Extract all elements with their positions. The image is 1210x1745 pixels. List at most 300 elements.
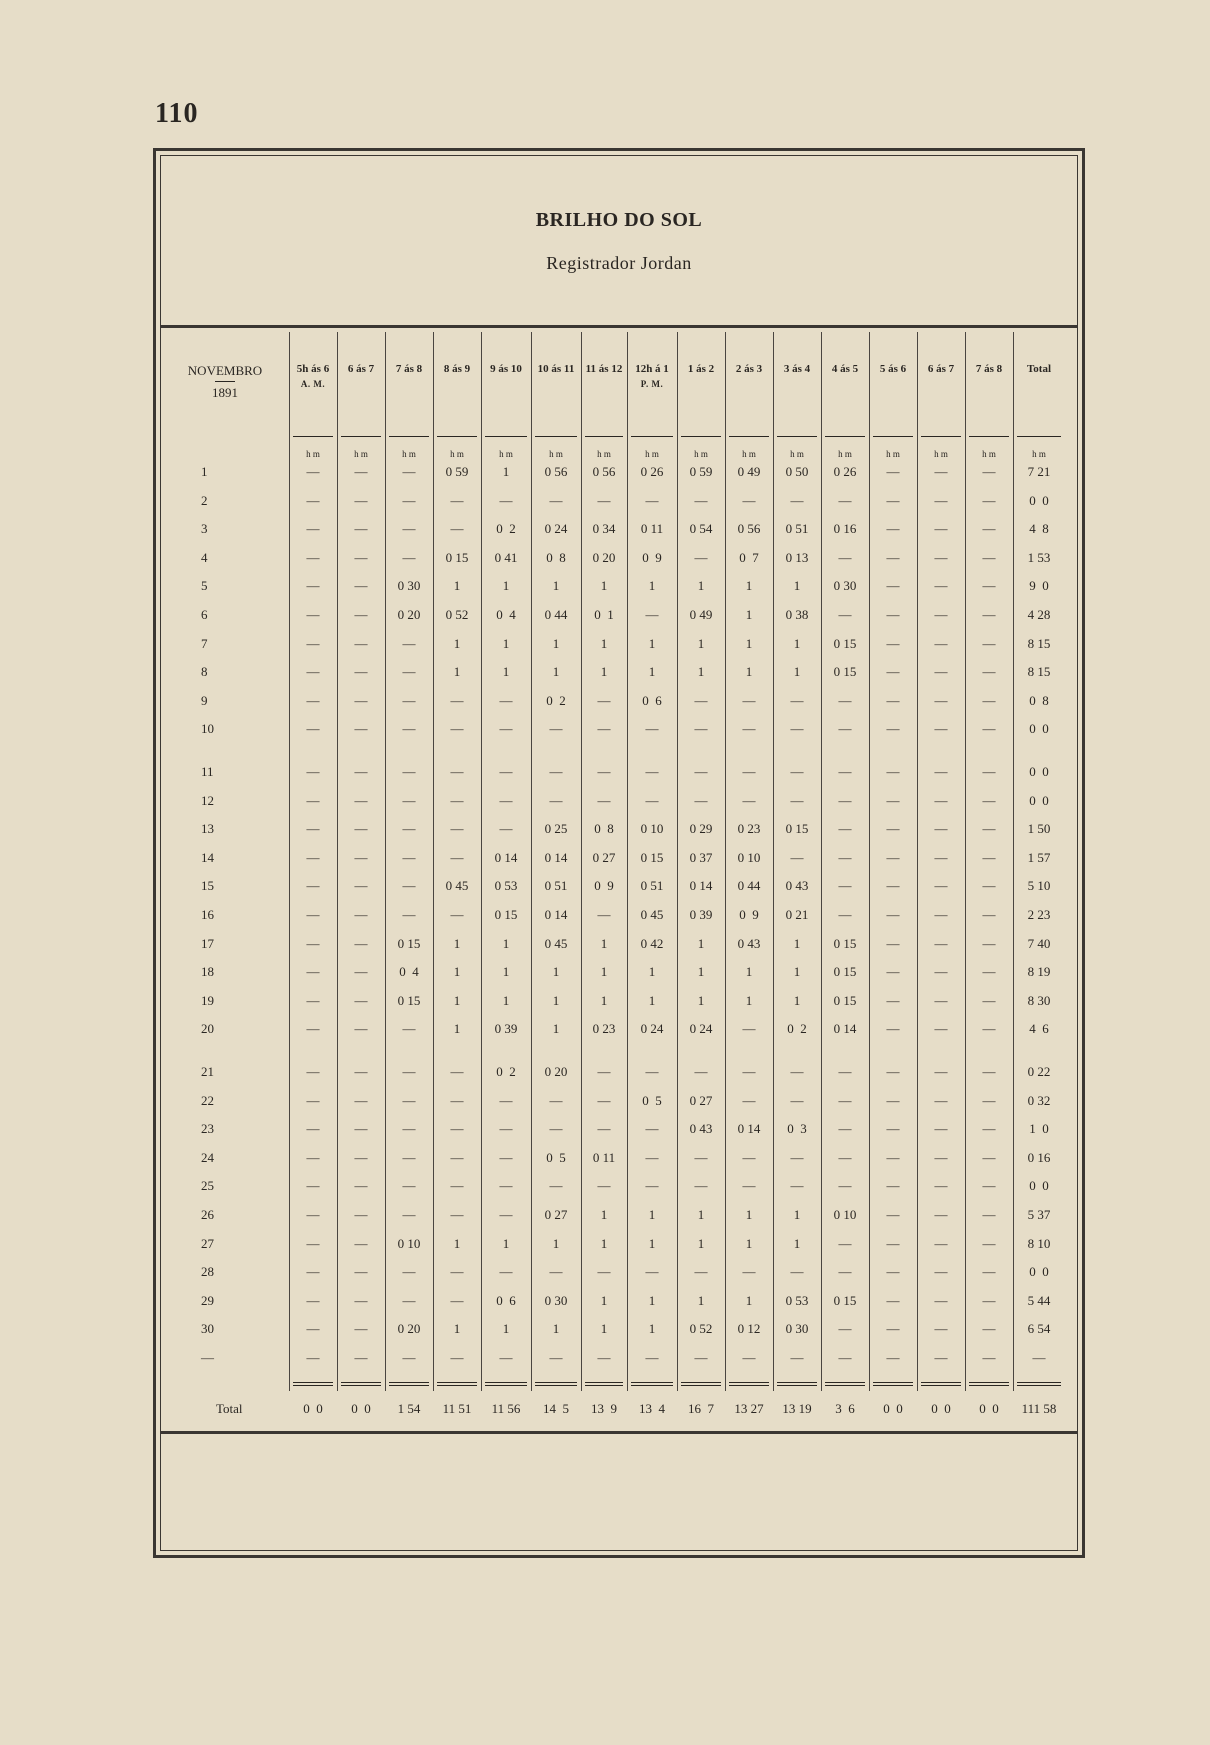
table-cell: 0 2: [496, 521, 516, 537]
table-cell: —: [597, 492, 611, 508]
table-cell: 4 6: [1029, 1021, 1049, 1037]
table-cell: —: [402, 664, 416, 680]
table-cell: —: [306, 692, 320, 708]
table-cell: —: [499, 492, 513, 508]
table-cell: 0 23: [592, 1021, 616, 1037]
table-cell: —: [549, 1092, 563, 1108]
table-cell: 1: [502, 992, 510, 1008]
table-cell: 0 13: [785, 549, 809, 565]
table-cell: —: [838, 764, 852, 779]
table-cell: 1: [648, 664, 656, 680]
table-cell: —: [838, 692, 852, 708]
table-cell: —: [354, 1292, 368, 1308]
table-cell: —: [694, 1178, 708, 1194]
page-subtitle: Registrador Jordan: [546, 253, 692, 273]
day-label: 15: [201, 878, 214, 894]
total-cell: 0 0: [931, 1401, 951, 1416]
table-cell: 1: [697, 1292, 705, 1308]
page-number: 110: [155, 98, 199, 129]
table-cell: —: [838, 492, 852, 508]
table-cell: 1: [793, 992, 801, 1008]
table-row: [161, 849, 1079, 867]
table-cell: —: [886, 1021, 900, 1037]
table-cell: —: [354, 907, 368, 922]
table-cell: 1: [453, 1235, 461, 1251]
table-cell: —: [354, 992, 368, 1008]
table-cell: —: [354, 578, 368, 594]
table-cell: —: [742, 692, 756, 708]
total-rule: [825, 1385, 865, 1386]
header-underline: [1017, 436, 1061, 437]
day-label: 11: [201, 764, 214, 779]
table-cell: —: [790, 692, 804, 708]
table-cell: —: [790, 1264, 804, 1280]
total-rule: [1017, 1385, 1061, 1386]
table-cell: —: [354, 1350, 368, 1365]
unit-label: h m: [450, 449, 464, 459]
column-header: [725, 362, 773, 377]
table-cell: —: [886, 464, 900, 479]
table-cell: 0 37: [689, 849, 713, 865]
table-cell: 1: [600, 1292, 608, 1308]
table-cell: 0 14: [833, 1021, 857, 1037]
table-cell: —: [886, 1064, 900, 1079]
total-rule: [341, 1382, 381, 1383]
table-cell: 0 34: [592, 521, 616, 537]
table-cell: 1: [793, 635, 801, 651]
table-row: [161, 935, 1079, 953]
table-cell: —: [306, 1321, 320, 1337]
column-header-label: 11 ás 12: [585, 363, 623, 375]
table-cell: —: [742, 764, 756, 779]
table-row: [161, 1349, 1079, 1367]
table-cell: 0 43: [689, 1121, 713, 1137]
table-cell: 0 14: [494, 849, 518, 865]
table-cell: —: [838, 607, 852, 622]
table-cell: 0 0: [1029, 492, 1049, 508]
table-cell: —: [934, 1064, 948, 1079]
table-cell: —: [886, 607, 900, 622]
table-row: [161, 1063, 1079, 1081]
table-cell: —: [886, 492, 900, 508]
table-cell: —: [306, 1064, 320, 1079]
table-cell: 1: [745, 1292, 753, 1308]
table-cell: —: [306, 1235, 320, 1251]
table-cell: —: [306, 1264, 320, 1280]
month-name: NOVEMBRO: [187, 363, 263, 378]
table-cell: 0 44: [737, 878, 761, 894]
table-cell: 0 20: [397, 1321, 421, 1337]
table-cell: 8 19: [1027, 964, 1051, 980]
table-cell: 0 30: [397, 578, 421, 594]
total-cell: 13 19: [782, 1401, 812, 1416]
table-cell: —: [838, 1178, 852, 1194]
day-label: 18: [201, 964, 214, 980]
total-rule: [681, 1385, 721, 1386]
table-cell: —: [450, 1350, 464, 1365]
table-cell: —: [886, 721, 900, 737]
table-cell: —: [982, 821, 996, 837]
table-cell: 1: [502, 464, 510, 479]
column-header: [531, 362, 581, 377]
table-cell: —: [450, 907, 464, 922]
table-cell: —: [742, 1021, 756, 1037]
table-cell: —: [499, 1121, 513, 1137]
table-cell: 0 52: [689, 1321, 713, 1337]
table-cell: 1: [600, 992, 608, 1008]
table-row: [161, 792, 1079, 810]
table-frame: [153, 148, 1085, 1558]
table-cell: —: [354, 664, 368, 680]
table-cell: 0 20: [397, 607, 421, 622]
table-cell: 1: [502, 964, 510, 980]
table-cell: —: [982, 992, 996, 1008]
table-cell: 0 0: [1029, 1264, 1049, 1280]
table-cell: —: [790, 849, 804, 865]
table-row: [161, 549, 1079, 567]
column-header-label: 1 ás 2: [687, 363, 715, 375]
column-header-label: 7 ás 8: [395, 363, 423, 375]
table-row: [161, 663, 1079, 681]
table-cell: —: [306, 1292, 320, 1308]
table-cell: —: [694, 1064, 708, 1079]
table-cell: —: [306, 821, 320, 837]
total-label: Total: [216, 1401, 243, 1416]
table-cell: —: [982, 664, 996, 680]
month-divider: [215, 381, 235, 382]
table-cell: 1: [648, 992, 656, 1008]
table-cell: 0 20: [544, 1064, 568, 1079]
day-label: 7: [201, 635, 208, 651]
day-label: 19: [201, 992, 214, 1008]
table-cell: —: [934, 1149, 948, 1165]
table-row: [161, 692, 1079, 710]
table-cell: 1: [793, 664, 801, 680]
total-rule: [631, 1385, 673, 1386]
table-cell: —: [934, 492, 948, 508]
table-cell: —: [934, 935, 948, 951]
table-row: [161, 963, 1079, 981]
day-label: 25: [201, 1178, 214, 1194]
table-cell: 0 32: [1027, 1092, 1051, 1108]
table-cell: —: [450, 1149, 464, 1165]
table-cell: —: [934, 792, 948, 808]
table-cell: —: [306, 764, 320, 779]
unit-label: h m: [934, 449, 948, 459]
column-header-period: A. M.: [300, 379, 326, 389]
column-header: [1013, 362, 1065, 377]
table-cell: 0 14: [689, 878, 713, 894]
table-cell: —: [499, 1149, 513, 1165]
day-label: 26: [201, 1207, 214, 1222]
table-cell: —: [934, 907, 948, 922]
table-cell: —: [934, 607, 948, 622]
table-row: [161, 1320, 1079, 1338]
table-cell: —: [499, 721, 513, 737]
table-cell: 1: [648, 1207, 656, 1222]
table-cell: —: [499, 1350, 513, 1365]
day-label: 27: [201, 1235, 214, 1251]
table-cell: —: [450, 849, 464, 865]
table-row: [161, 492, 1079, 510]
table-cell: —: [742, 1092, 756, 1108]
table-cell: 0 26: [833, 464, 857, 479]
table-cell: —: [499, 792, 513, 808]
total-cell: 14 5: [543, 1401, 569, 1416]
table-cell: 0 38: [785, 607, 809, 622]
table-cell: —: [934, 992, 948, 1008]
table-cell: 1: [648, 578, 656, 594]
table-cell: 0 30: [544, 1292, 568, 1308]
table-cell: —: [982, 1292, 996, 1308]
table-cell: —: [499, 1207, 513, 1222]
table-cell: —: [354, 721, 368, 737]
table-row: [161, 1120, 1079, 1138]
table-cell: —: [450, 1292, 464, 1308]
total-cell: 13 4: [639, 1401, 665, 1416]
table-cell: —: [354, 821, 368, 837]
table-cell: 8 30: [1027, 992, 1051, 1008]
table-cell: —: [306, 521, 320, 537]
header-underline: [585, 436, 623, 437]
table-cell: 0 39: [494, 1021, 518, 1037]
table-cell: —: [450, 821, 464, 837]
table-cell: 1: [745, 964, 753, 980]
table-cell: —: [934, 821, 948, 837]
day-label: 22: [201, 1092, 214, 1108]
table-cell: 0 0: [1029, 792, 1049, 808]
day-label: 17: [201, 935, 214, 951]
table-cell: —: [450, 1092, 464, 1108]
table-cell: —: [934, 878, 948, 894]
table-cell: —: [694, 492, 708, 508]
day-label: 5: [201, 578, 208, 594]
table-cell: —: [982, 935, 996, 951]
table-cell: 1 0: [1029, 1121, 1049, 1137]
unit-label: h m: [549, 449, 563, 459]
table-cell: —: [886, 1121, 900, 1137]
table-cell: —: [982, 464, 996, 479]
header-underline: [341, 436, 381, 437]
day-label: 10: [201, 721, 214, 737]
table-cell: —: [645, 1149, 659, 1165]
table-cell: —: [354, 1264, 368, 1280]
table-cell: 0 15: [785, 821, 809, 837]
table-cell: —: [450, 1064, 464, 1079]
table-cell: 0 53: [494, 878, 518, 894]
table-cell: —: [742, 792, 756, 808]
header-underline: [729, 436, 769, 437]
table-cell: —: [306, 1149, 320, 1165]
table-cell: —: [354, 764, 368, 779]
table-cell: —: [790, 1092, 804, 1108]
table-cell: —: [645, 1064, 659, 1079]
table-cell: —: [934, 1207, 948, 1222]
table-cell: 7 40: [1027, 935, 1051, 951]
table-cell: 0 52: [445, 607, 469, 622]
table-cell: —: [838, 1321, 852, 1337]
table-cell: 0 8: [1029, 692, 1049, 708]
table-cell: —: [742, 1264, 756, 1280]
table-cell: —: [694, 1350, 708, 1365]
table-cell: 1: [793, 964, 801, 980]
table-cell: —: [450, 792, 464, 808]
table-cell: 1: [552, 964, 560, 980]
total-rule: [777, 1382, 817, 1383]
table-cell: —: [645, 1264, 659, 1280]
table-cell: 1 53: [1027, 549, 1051, 565]
day-label: 8: [201, 664, 208, 680]
table-cell: —: [306, 721, 320, 737]
table-cell: —: [450, 764, 464, 779]
table-row: [161, 1092, 1079, 1110]
table-cell: 1: [697, 664, 705, 680]
table-cell: —: [886, 1235, 900, 1251]
table-cell: —: [1032, 1350, 1046, 1365]
table-cell: —: [694, 1264, 708, 1280]
table-cell: —: [306, 964, 320, 980]
table-cell: —: [982, 1121, 996, 1137]
table-cell: 1: [552, 664, 560, 680]
table-cell: —: [838, 878, 852, 894]
table-cell: —: [886, 1207, 900, 1222]
unit-label: h m: [645, 449, 659, 459]
table-cell: —: [354, 964, 368, 980]
table-cell: 0 39: [689, 907, 713, 922]
table-cell: 0 59: [689, 464, 713, 479]
table-cell: 0 0: [1029, 721, 1049, 737]
table-cell: —: [549, 764, 563, 779]
table-cell: —: [597, 721, 611, 737]
table-cell: 5 44: [1027, 1292, 1051, 1308]
table-cell: —: [886, 1292, 900, 1308]
column-header: [581, 362, 627, 377]
table-cell: —: [838, 821, 852, 837]
table-row: [161, 635, 1079, 653]
unit-label: h m: [694, 449, 708, 459]
header-underline: [921, 436, 961, 437]
table-cell: —: [982, 635, 996, 651]
table-cell: 0 56: [544, 464, 568, 479]
column-header-label: 5h ás 6: [296, 363, 330, 375]
header-underline: [873, 436, 913, 437]
table-cell: 6 54: [1027, 1321, 1051, 1337]
table-cell: —: [886, 1350, 900, 1365]
table-cell: 1: [453, 992, 461, 1008]
table-cell: 1: [600, 1207, 608, 1222]
table-row: [161, 1020, 1079, 1038]
table-cell: —: [306, 1021, 320, 1037]
unit-label: h m: [886, 449, 900, 459]
total-row: [161, 1400, 1079, 1418]
total-cell: 13 27: [734, 1401, 764, 1416]
table-cell: —: [402, 878, 416, 894]
table-cell: 0 43: [737, 935, 761, 951]
table-cell: —: [886, 1321, 900, 1337]
table-cell: —: [645, 764, 659, 779]
table-cell: 0 0: [1029, 764, 1049, 779]
table-row: [161, 720, 1079, 738]
header-underline: [485, 436, 527, 437]
table-cell: 1: [648, 1292, 656, 1308]
table-cell: —: [645, 607, 659, 622]
total-rule: [1017, 1382, 1061, 1383]
table-cell: —: [354, 935, 368, 951]
table-cell: —: [354, 1092, 368, 1108]
table-cell: 7 21: [1027, 464, 1051, 479]
table-cell: —: [549, 1350, 563, 1365]
total-rule: [825, 1382, 865, 1383]
table-cell: —: [886, 964, 900, 980]
day-label: —: [201, 1350, 214, 1365]
table-cell: —: [306, 664, 320, 680]
table-cell: —: [790, 721, 804, 737]
table-cell: —: [886, 935, 900, 951]
table-cell: —: [838, 1264, 852, 1280]
table-cell: —: [354, 1021, 368, 1037]
table-cell: —: [694, 721, 708, 737]
table-cell: —: [306, 492, 320, 508]
table-cell: 0 43: [785, 878, 809, 894]
table-cell: —: [982, 1149, 996, 1165]
table-cell: —: [499, 821, 513, 837]
column-header: [385, 362, 433, 377]
table-cell: —: [402, 1064, 416, 1079]
unit-label: h m: [402, 449, 416, 459]
table-cell: 0 21: [785, 907, 809, 922]
table-cell: 0 44: [544, 607, 568, 622]
table-cell: —: [450, 721, 464, 737]
table-cell: 0 10: [640, 821, 664, 837]
total-cell: 3 6: [835, 1401, 855, 1416]
table-cell: —: [354, 521, 368, 537]
table-cell: —: [934, 578, 948, 594]
table-cell: —: [402, 1092, 416, 1108]
table-cell: —: [402, 764, 416, 779]
table-cell: 1: [552, 992, 560, 1008]
table-cell: 1: [600, 964, 608, 980]
table-cell: —: [597, 907, 611, 922]
total-rule: [485, 1385, 527, 1386]
table-cell: —: [402, 1292, 416, 1308]
table-cell: —: [354, 1149, 368, 1165]
total-cell: 11 56: [491, 1401, 521, 1416]
table-cell: —: [838, 1149, 852, 1165]
total-rule: [921, 1385, 961, 1386]
table-cell: 0 10: [737, 849, 761, 865]
column-header: [869, 362, 917, 377]
table-cell: 0 15: [833, 664, 857, 680]
table-cell: 1: [745, 664, 753, 680]
table-cell: —: [934, 721, 948, 737]
table-cell: 1: [648, 1235, 656, 1251]
table-cell: 1: [453, 964, 461, 980]
column-header: [917, 362, 965, 377]
table-cell: —: [790, 1178, 804, 1194]
table-cell: 0 30: [833, 578, 857, 594]
table-cell: —: [306, 849, 320, 865]
table-cell: 0 20: [592, 549, 616, 565]
table-cell: —: [450, 521, 464, 537]
month-year: 1891: [212, 385, 238, 400]
table-cell: 0 45: [445, 878, 469, 894]
table-cell: 0 41: [494, 549, 518, 565]
table-cell: —: [354, 464, 368, 479]
total-rule: [777, 1385, 817, 1386]
table-cell: 0 29: [689, 821, 713, 837]
table-cell: —: [982, 1264, 996, 1280]
column-header-label: 2 ás 3: [735, 363, 763, 375]
